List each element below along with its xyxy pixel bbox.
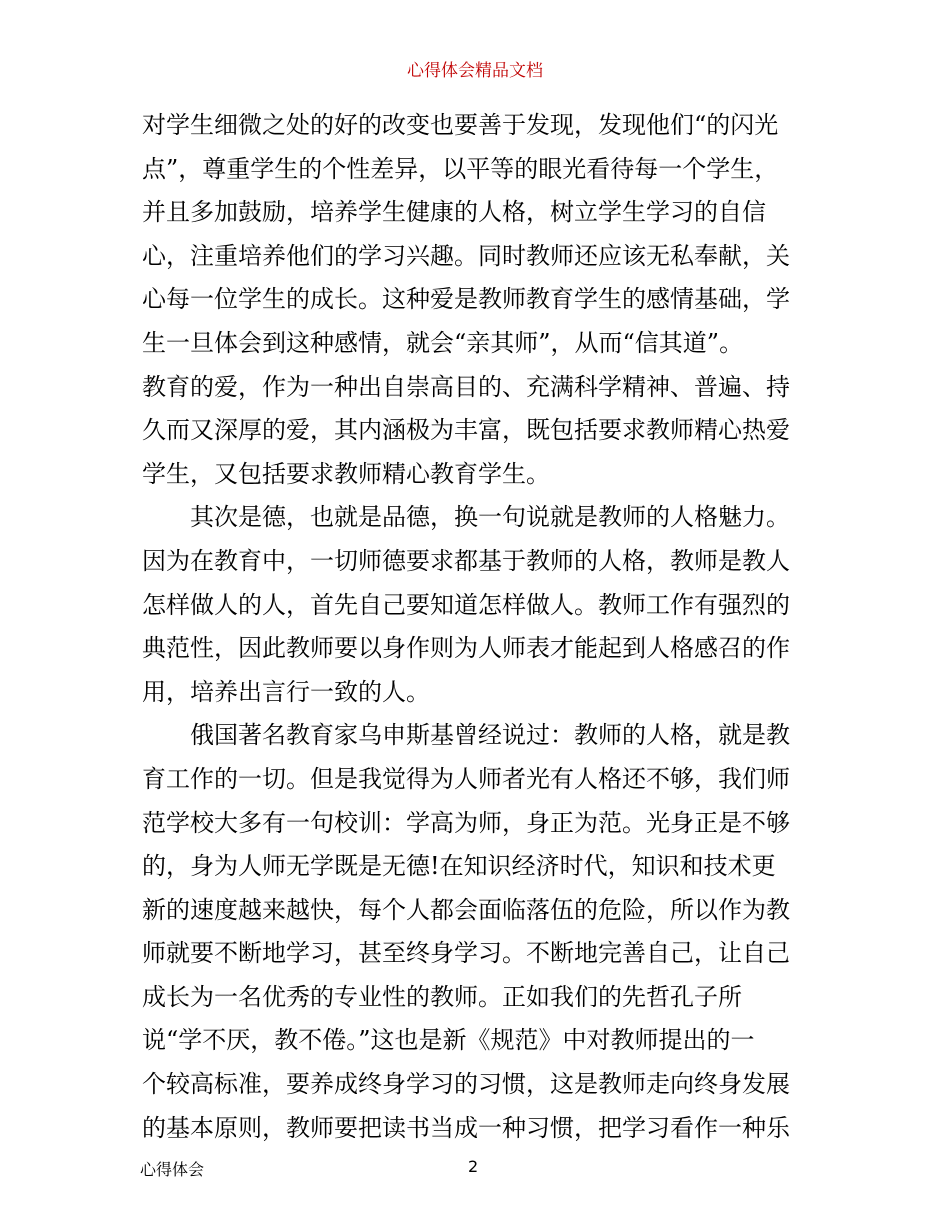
- body-line: 心，注重培养他们的学习兴趣。同时教师还应该无私奉献，关: [142, 241, 790, 270]
- paragraph-start-line: 其次是德，也就是品德，换一句说就是教师的人格魅力。: [190, 503, 790, 532]
- body-line: 范学校大多有一句校训：学高为师，身正为范。光身正是不够: [142, 808, 790, 837]
- page-number: 2: [468, 1157, 479, 1176]
- body-line: 心每一位学生的成长。这种爱是教师教育学生的感情基础，学: [142, 285, 790, 314]
- body-line: 师就要不断地学习，甚至终身学习。不断地完善自己，让自己: [142, 939, 790, 968]
- paragraph-start-line: 俄国著名教育家乌申斯基曾经说过：教师的人格，就是教: [190, 721, 790, 750]
- body-line: 因为在教育中，一切师德要求都基于教师的人格，教师是教人: [142, 546, 790, 575]
- body-line: 教育的爱，作为一种出自崇高目的、充满科学精神、普遍、持: [142, 372, 790, 401]
- body-line: 说“学不厌，教不倦。”这也是新《规范》中对教师提出的一: [142, 1026, 755, 1055]
- body-line: 成长为一名优秀的专业性的教师。正如我们的先哲孔子所: [142, 982, 742, 1011]
- body-line: 的，身为人师无学既是无德!在知识经济时代，知识和技术更: [142, 852, 776, 881]
- body-line: 个较高标准，要养成终身学习的习惯，这是教师走向终身发展: [142, 1070, 790, 1099]
- document-header-title: 心得体会精品文档: [407, 61, 543, 81]
- body-line: 生一旦体会到这种感情，就会“亲其师”，从而“信其道”。: [142, 328, 744, 357]
- body-line: 点”，尊重学生的个性差异，以平等的眼光看待每一个学生，: [142, 154, 779, 183]
- body-line: 新的速度越来越快，每个人都会面临落伍的危险，所以作为教: [142, 895, 790, 924]
- body-line: 怎样做人的人，首先自己要知道怎样做人。教师工作有强烈的: [142, 590, 790, 619]
- body-line: 并且多加鼓励，培养学生健康的人格，树立学生学习的自信: [142, 198, 766, 227]
- body-line: 对学生细微之处的好的改变也要善于发现，发现他们“的闪光: [142, 111, 779, 139]
- document-footer-label: 心得体会: [140, 1160, 205, 1179]
- body-line: 用，培养出言行一致的人。: [142, 677, 430, 706]
- body-line: 育工作的一切。但是我觉得为人师者光有人格还不够，我们师: [142, 764, 790, 793]
- body-line: 学生，又包括要求教师精心教育学生。: [142, 459, 550, 488]
- body-line: 典范性，因此教师要以身作则为人师表才能起到人格感召的作: [142, 634, 790, 663]
- document-body: [142, 104, 822, 1150]
- body-line: 的基本原则，教师要把读书当成一种习惯，把学习看作一种乐: [142, 1113, 790, 1142]
- body-line: 久而又深厚的爱，其内涵极为丰富，既包括要求教师精心热爱: [142, 416, 790, 445]
